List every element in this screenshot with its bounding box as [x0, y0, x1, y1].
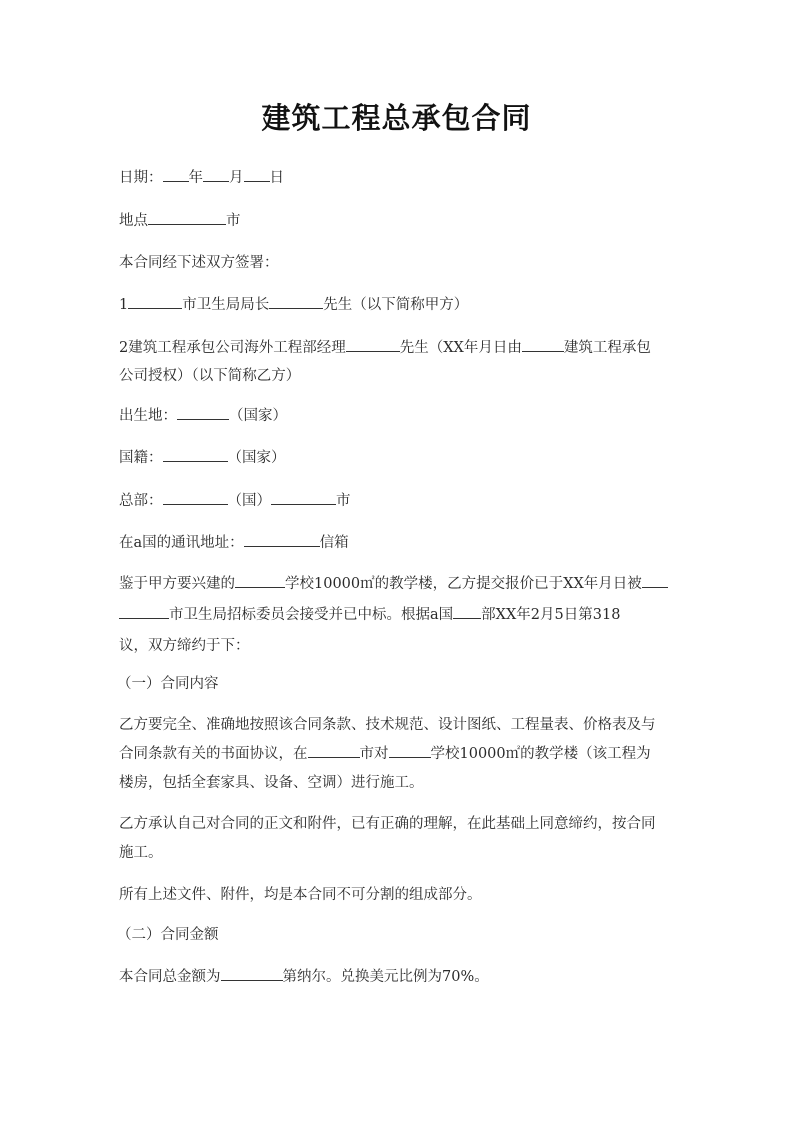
party1-end: 先生（以下简称甲方）: [323, 297, 469, 313]
s2-p1: [119, 965, 489, 986]
birthplace-suffix: （国家）: [229, 408, 287, 424]
hq-line: [119, 489, 351, 510]
s1-p1-line1: 乙方要完全、准确地按照该合同条款、技术规范、设计图纸、工程量表、价格表及与: [119, 717, 656, 733]
date-label: 日期：: [119, 170, 163, 186]
s1-p2-line1: 乙方承认自己对合同的正文和附件，已有正确的理解，在此基础上同意缔约，按合同: [119, 816, 656, 832]
day-label: 日: [269, 170, 284, 186]
whereas-blank-3: [119, 604, 169, 619]
address-label: 在a国的通讯地址：: [119, 535, 244, 551]
whereas-line3: 议，双方缔约于下：: [119, 638, 250, 654]
s1-p1-text-a: 合同条款有关的书面协议，在: [119, 746, 308, 762]
hq-city-blank: [271, 490, 336, 505]
party2-company-blank: [522, 337, 564, 352]
s2-text-b: 第纳尔。兑换美元比例为70%。: [282, 969, 489, 985]
nationality-blank: [163, 447, 228, 462]
birthplace-line: [119, 404, 287, 425]
s1-city-blank: [308, 743, 360, 758]
whereas-text-1b: 学校10000㎡的教学楼，乙方提交报价已于XX年月日被: [285, 576, 642, 592]
whereas-text-2a: 市卫生局招标委员会接受并已中标。根据a国: [169, 607, 454, 623]
document-title: 建筑工程总承包合同: [261, 101, 532, 135]
nationality-line: [119, 446, 286, 467]
nationality-suffix: （国家）: [227, 450, 286, 466]
year-blank: [163, 167, 189, 182]
party2-company: 建筑工程承包: [563, 340, 651, 356]
intro-line: 本合同经下述双方签署：: [119, 255, 279, 271]
hq-label: 总部：: [119, 493, 163, 509]
party2-name-blank: [346, 337, 400, 352]
place-label: 地点: [119, 213, 148, 229]
s1-p1-text-c: 学校10000㎡的教学楼（该工程为: [430, 746, 651, 762]
party2-mid: 先生（XX年月日由: [399, 340, 522, 356]
hq-country-blank: [163, 490, 228, 505]
whereas-blank-4: [453, 604, 481, 619]
place-line: [119, 209, 241, 230]
section2-heading: （二）合同金额: [117, 927, 219, 943]
s1-school-blank: [389, 743, 431, 758]
s1-p1-text-b: 市对: [359, 746, 389, 762]
hq-suffix: 市: [336, 493, 351, 509]
whereas-line2: [119, 603, 620, 624]
place-suffix: 市: [226, 213, 241, 229]
birthplace-blank: [177, 405, 229, 420]
party1-line: [119, 293, 468, 314]
section1-heading: （一）合同内容: [117, 676, 219, 692]
party1-city-blank: [128, 294, 182, 309]
place-blank: [148, 210, 226, 225]
s1-p3: 所有上述文件、附件，均是本合同不可分割的组成部分。: [119, 887, 482, 903]
day-blank: [244, 167, 270, 182]
whereas-text-1a: 鉴于甲方要兴建的: [119, 576, 235, 592]
s1-p2-line2: 施工。: [119, 845, 163, 861]
party2-line1: [119, 336, 651, 357]
party1-number: 1: [119, 297, 129, 313]
address-blank: [244, 532, 320, 547]
party1-title: 市卫生局局长: [182, 297, 270, 313]
whereas-text-2b: 部XX年2月5日第318: [481, 607, 621, 623]
whereas-blank-2: [642, 573, 668, 588]
date-line: [119, 166, 284, 187]
whereas-blank-1: [235, 573, 285, 588]
whereas-line1: [119, 572, 668, 593]
month-label: 月: [229, 170, 244, 186]
address-line: [119, 531, 349, 552]
amount-blank: [221, 966, 283, 981]
s1-p1-line3: 楼房，包括全套家具、设备、空调）进行施工。: [119, 775, 424, 791]
party2-line2: 公司授权）（以下简称乙方）: [119, 368, 301, 384]
hq-mid: （国）: [227, 493, 271, 509]
month-blank: [203, 167, 229, 182]
s1-p1-line2: [119, 742, 651, 763]
nationality-label: 国籍：: [119, 450, 163, 466]
address-suffix: 信箱: [319, 535, 349, 551]
s2-text-a: 本合同总金额为: [119, 969, 221, 985]
party2-title: 2建筑工程承包公司海外工程部经理: [119, 340, 346, 356]
birthplace-label: 出生地：: [119, 408, 177, 424]
year-label: 年: [188, 170, 203, 186]
party1-name-blank: [269, 294, 323, 309]
